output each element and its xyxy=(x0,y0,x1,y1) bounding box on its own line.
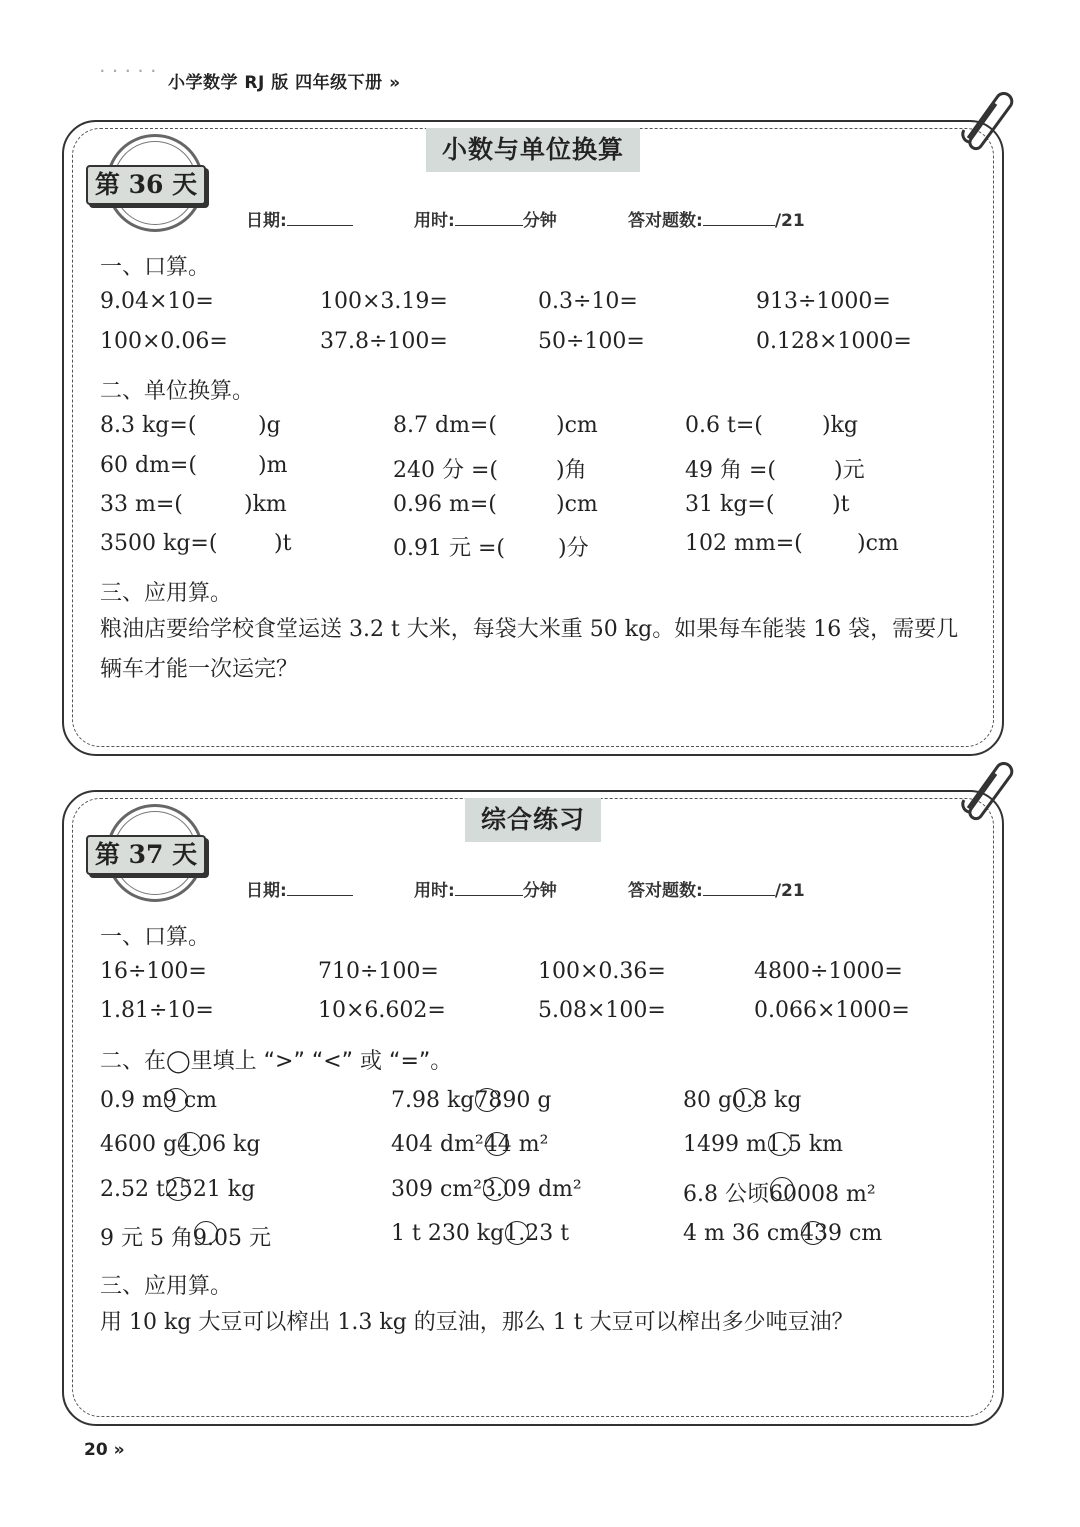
header-dots: · · · · · xyxy=(100,64,158,78)
book-header xyxy=(100,64,401,93)
oral-item: 100×0.06= xyxy=(100,329,228,354)
unit-left: 0.91 元 =( xyxy=(393,536,505,561)
meta-time: 用时: 分钟 xyxy=(414,881,557,901)
paperclip-icon xyxy=(954,82,1014,152)
unit-right: )t xyxy=(274,531,292,556)
day-badge xyxy=(86,134,226,234)
page-number: 20 » xyxy=(84,1440,125,1460)
day-36-card xyxy=(62,120,1004,756)
day-37-card xyxy=(62,790,1004,1426)
unit-left: 33 m=( xyxy=(100,492,183,517)
unit-right: )元 xyxy=(834,458,865,483)
word-problem: 粮油店要给学校食堂运送 3.2 t 大米，每袋大米重 50 kg。如果每车能装 16 袋，需要几辆车才能一次运完？ xyxy=(100,617,959,682)
unit-left: 8.7 dm=( xyxy=(393,413,497,438)
compare-item: 7.98 kg 7890 g xyxy=(391,1088,552,1113)
oral-item: 16÷100= xyxy=(100,959,207,984)
unit-right: )cm xyxy=(857,531,899,556)
unit-right: )cm xyxy=(556,413,598,438)
unit-right: )kg xyxy=(822,413,858,438)
unit-right: )km xyxy=(244,492,287,517)
oral-item: 1.81÷10= xyxy=(100,998,214,1023)
oral-item: 37.8÷100= xyxy=(320,329,448,354)
section-application: 三、应用算。 xyxy=(100,1274,233,1299)
oral-item: 100×3.19= xyxy=(320,289,448,314)
section-units: 二、单位换算。 xyxy=(100,379,255,404)
paperclip-icon xyxy=(954,752,1014,822)
day-label: 第 37 天 xyxy=(86,835,206,875)
meta-correct: 答对题数: /21 xyxy=(628,211,805,231)
unit-left: 31 kg=( xyxy=(685,492,775,517)
oral-item: 710÷100= xyxy=(318,959,439,984)
meta-time: 用时: 分钟 xyxy=(414,211,557,231)
book-title: 小学数学 RJ 版 四年级下册 » xyxy=(168,73,401,93)
compare-item: 4600 g 4.06 kg xyxy=(100,1132,261,1157)
compare-item: 309 cm² 3.09 dm² xyxy=(391,1177,582,1202)
day-badge xyxy=(86,804,226,904)
compare-item: 0.9 m 9 cm xyxy=(100,1088,218,1113)
unit-left: 240 分 =( xyxy=(393,458,498,483)
unit-right: )分 xyxy=(558,536,589,561)
compare-item: 404 dm² 44 m² xyxy=(391,1132,549,1157)
oral-item: 0.3÷10= xyxy=(538,289,638,314)
unit-left: 8.3 kg=( xyxy=(100,413,197,438)
oral-item: 913÷1000= xyxy=(756,289,891,314)
section-oral: 一、口算。 xyxy=(100,255,211,280)
unit-right: )t xyxy=(832,492,850,517)
unit-right: )m xyxy=(258,453,288,478)
oral-item: 0.128×1000= xyxy=(756,329,912,354)
compare-item: 9 元 5 角 9.05 元 xyxy=(100,1221,271,1252)
compare-item: 4 m 36 cm 439 cm xyxy=(683,1221,883,1246)
oral-item: 10×6.602= xyxy=(318,998,446,1023)
unit-left: 0.6 t=( xyxy=(685,413,763,438)
unit-left: 0.96 m=( xyxy=(393,492,497,517)
compare-item: 2.52 t 2521 kg xyxy=(100,1177,256,1202)
unit-right: )g xyxy=(258,413,281,438)
compare-item: 1499 m 1.5 km xyxy=(683,1132,844,1157)
unit-right: )角 xyxy=(556,458,587,483)
unit-left: 49 角 =( xyxy=(685,458,776,483)
oral-item: 9.04×10= xyxy=(100,289,214,314)
day-label: 第 36 天 xyxy=(86,165,206,205)
word-problem: 用 10 kg 大豆可以榨出 1.3 kg 的豆油，那么 1 t 大豆可以榨出多少吨豆油？ xyxy=(100,1310,854,1335)
unit-right: )cm xyxy=(556,492,598,517)
compare-item: 80 g 0.8 kg xyxy=(683,1088,802,1113)
unit-left: 3500 kg=( xyxy=(100,531,218,556)
compare-item: 6.8 公顷 60008 m² xyxy=(683,1177,876,1208)
compare-item: 1 t 230 kg 1.23 t xyxy=(391,1221,570,1246)
section-compare: 二、在◯里填上 “>” “<” 或 “=”。 xyxy=(100,1049,453,1074)
unit-left: 102 mm=( xyxy=(685,531,803,556)
lesson-title: 小数与单位换算 xyxy=(426,128,640,172)
oral-item: 50÷100= xyxy=(538,329,645,354)
unit-left: 60 dm=( xyxy=(100,453,197,478)
lesson-title: 综合练习 xyxy=(465,798,601,842)
section-oral: 一、口算。 xyxy=(100,925,211,950)
meta-correct: 答对题数: /21 xyxy=(628,881,805,901)
oral-item: 4800÷1000= xyxy=(754,959,903,984)
oral-item: 5.08×100= xyxy=(538,998,666,1023)
meta-date: 日期: xyxy=(246,206,353,231)
section-application: 三、应用算。 xyxy=(100,581,233,606)
oral-item: 100×0.36= xyxy=(538,959,666,984)
meta-date: 日期: xyxy=(246,876,353,901)
oral-item: 0.066×1000= xyxy=(754,998,910,1023)
